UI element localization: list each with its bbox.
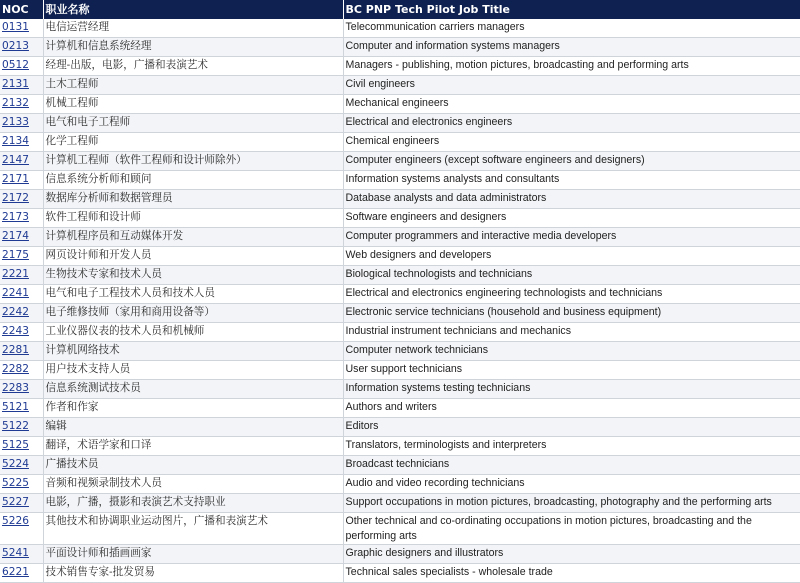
- noc-code-link[interactable]: 5122: [0, 418, 43, 437]
- table-row: [0, 342, 800, 361]
- job-title-zh: 计算机网络技术: [43, 342, 343, 361]
- noc-code-link[interactable]: 2171: [0, 171, 43, 190]
- job-title-zh: 计算机工程师（软件工程师和设计师除外）: [43, 152, 343, 171]
- table-row: [0, 266, 800, 285]
- job-title-zh: 计算机和信息系统经理: [43, 38, 343, 57]
- table-row: [0, 380, 800, 399]
- table-row: [0, 513, 800, 545]
- job-title-zh: 电气和电子工程师: [43, 114, 343, 133]
- job-title-zh: 音频和视频录制技术人员: [43, 475, 343, 494]
- noc-code-link[interactable]: 2242: [0, 304, 43, 323]
- table-row: [0, 304, 800, 323]
- job-title-en: Chemical engineers: [343, 133, 800, 152]
- noc-code-link[interactable]: 5121: [0, 399, 43, 418]
- header-zh-title: 职业名称: [43, 0, 343, 19]
- job-title-en: Computer network technicians: [343, 342, 800, 361]
- noc-code-link[interactable]: 2283: [0, 380, 43, 399]
- job-title-zh: 化学工程师: [43, 133, 343, 152]
- header-en-title: BC PNP Tech Pilot Job Title: [343, 0, 800, 19]
- table-row: [0, 171, 800, 190]
- table-row: [0, 38, 800, 57]
- job-title-en: Computer and information systems managers: [343, 38, 800, 57]
- job-title-en: Translators, terminologists and interpreters: [343, 437, 800, 456]
- table-row: [0, 190, 800, 209]
- noc-code-link[interactable]: 5226: [0, 513, 43, 545]
- job-title-zh: 翻译，术语学家和口译: [43, 437, 343, 456]
- table-row: [0, 475, 800, 494]
- job-title-en: Mechanical engineers: [343, 95, 800, 114]
- noc-code-link[interactable]: 2131: [0, 76, 43, 95]
- table-row: [0, 285, 800, 304]
- job-title-zh: 平面设计师和插画画家: [43, 545, 343, 564]
- job-title-en: Electronic service technicians (household and business equipment): [343, 304, 800, 323]
- job-title-en: Editors: [343, 418, 800, 437]
- job-title-en: Audio and video recording technicians: [343, 475, 800, 494]
- job-title-en: Telecommunication carriers managers: [343, 19, 800, 38]
- noc-code-link[interactable]: 2134: [0, 133, 43, 152]
- job-title-zh: 电影，广播，摄影和表演艺术支持职业: [43, 494, 343, 513]
- job-title-zh: 计算机程序员和互动媒体开发: [43, 228, 343, 247]
- table-row: [0, 545, 800, 564]
- table-row: [0, 564, 800, 583]
- job-title-en: Information systems analysts and consultants: [343, 171, 800, 190]
- table-row: [0, 152, 800, 171]
- job-title-zh: 用户技术支持人员: [43, 361, 343, 380]
- job-title-en: Computer engineers (except software engineers and designers): [343, 152, 800, 171]
- job-title-en: Authors and writers: [343, 399, 800, 418]
- table-row: [0, 19, 800, 38]
- noc-code-link[interactable]: 5125: [0, 437, 43, 456]
- table-row: [0, 95, 800, 114]
- table-row: [0, 247, 800, 266]
- job-title-zh: 信息系统分析师和顾问: [43, 171, 343, 190]
- job-title-zh: 信息系统测试技术员: [43, 380, 343, 399]
- job-title-zh: 编辑: [43, 418, 343, 437]
- job-title-en: Graphic designers and illustrators: [343, 545, 800, 564]
- noc-code-link[interactable]: 2172: [0, 190, 43, 209]
- noc-code-link[interactable]: 2175: [0, 247, 43, 266]
- job-title-en: Managers - publishing, motion pictures, broadcasting and performing arts: [343, 57, 800, 76]
- job-title-en: Database analysts and data administrators: [343, 190, 800, 209]
- job-title-en: Software engineers and designers: [343, 209, 800, 228]
- table-row: [0, 133, 800, 152]
- table-row: [0, 114, 800, 133]
- job-title-zh: 工业仪器仪表的技术人员和机械师: [43, 323, 343, 342]
- job-title-zh: 技术销售专家-批发贸易: [43, 564, 343, 583]
- noc-code-link[interactable]: 2241: [0, 285, 43, 304]
- noc-code-link[interactable]: 2173: [0, 209, 43, 228]
- job-title-zh: 软件工程师和设计师: [43, 209, 343, 228]
- noc-code-link[interactable]: 2282: [0, 361, 43, 380]
- noc-code-link[interactable]: 5225: [0, 475, 43, 494]
- table-row: [0, 399, 800, 418]
- job-title-zh: 土木工程师: [43, 76, 343, 95]
- table-row: [0, 76, 800, 95]
- noc-code-link[interactable]: 2281: [0, 342, 43, 361]
- job-title-en: Biological technologists and technicians: [343, 266, 800, 285]
- job-title-en: Computer programmers and interactive media developers: [343, 228, 800, 247]
- header-noc: NOC: [0, 0, 43, 19]
- noc-code-link[interactable]: 0512: [0, 57, 43, 76]
- table-row: [0, 456, 800, 475]
- job-title-en: Web designers and developers: [343, 247, 800, 266]
- job-title-en: Broadcast technicians: [343, 456, 800, 475]
- job-title-en: Other technical and co-ordinating occupations in motion pictures, broadcasting and the performing arts: [343, 513, 800, 545]
- job-title-zh: 电信运营经理: [43, 19, 343, 38]
- noc-code-link[interactable]: 2147: [0, 152, 43, 171]
- noc-code-link[interactable]: 2132: [0, 95, 43, 114]
- job-title-zh: 网页设计师和开发人员: [43, 247, 343, 266]
- job-title-en: Electrical and electronics engineers: [343, 114, 800, 133]
- table-row: [0, 209, 800, 228]
- job-title-zh: 作者和作家: [43, 399, 343, 418]
- job-title-zh: 广播技术员: [43, 456, 343, 475]
- job-title-en: Information systems testing technicians: [343, 380, 800, 399]
- table-row: [0, 418, 800, 437]
- table-row: [0, 437, 800, 456]
- job-title-en: Support occupations in motion pictures, broadcasting, photography and the performing arts: [343, 494, 800, 513]
- noc-code-link[interactable]: 5224: [0, 456, 43, 475]
- job-title-zh: 电子维修技师（家用和商用设备等）: [43, 304, 343, 323]
- noc-code-link[interactable]: 6221: [0, 564, 43, 583]
- table-header-row: [0, 0, 800, 19]
- table-row: [0, 361, 800, 380]
- job-title-en: Technical sales specialists - wholesale trade: [343, 564, 800, 583]
- table-row: [0, 57, 800, 76]
- job-title-en: Electrical and electronics engineering technologists and technicians: [343, 285, 800, 304]
- noc-code-link[interactable]: 2243: [0, 323, 43, 342]
- noc-code-link[interactable]: 5227: [0, 494, 43, 513]
- job-title-en: Civil engineers: [343, 76, 800, 95]
- table-row: [0, 323, 800, 342]
- noc-code-link[interactable]: 0213: [0, 38, 43, 57]
- noc-code-link[interactable]: 2221: [0, 266, 43, 285]
- job-title-zh: 电气和电子工程技术人员和技术人员: [43, 285, 343, 304]
- noc-code-link[interactable]: 5241: [0, 545, 43, 564]
- noc-code-link[interactable]: 0131: [0, 19, 43, 38]
- job-title-zh: 机械工程师: [43, 95, 343, 114]
- table-row: [0, 228, 800, 247]
- job-title-zh: 经理-出版，电影，广播和表演艺术: [43, 57, 343, 76]
- job-title-en: Industrial instrument technicians and mechanics: [343, 323, 800, 342]
- job-title-zh: 生物技术专家和技术人员: [43, 266, 343, 285]
- job-title-zh: 其他技术和协调职业运动图片，广播和表演艺术: [43, 513, 343, 545]
- noc-code-link[interactable]: 2174: [0, 228, 43, 247]
- table-row: [0, 494, 800, 513]
- noc-code-link[interactable]: 2133: [0, 114, 43, 133]
- job-title-zh: 数据库分析师和数据管理员: [43, 190, 343, 209]
- job-title-en: User support technicians: [343, 361, 800, 380]
